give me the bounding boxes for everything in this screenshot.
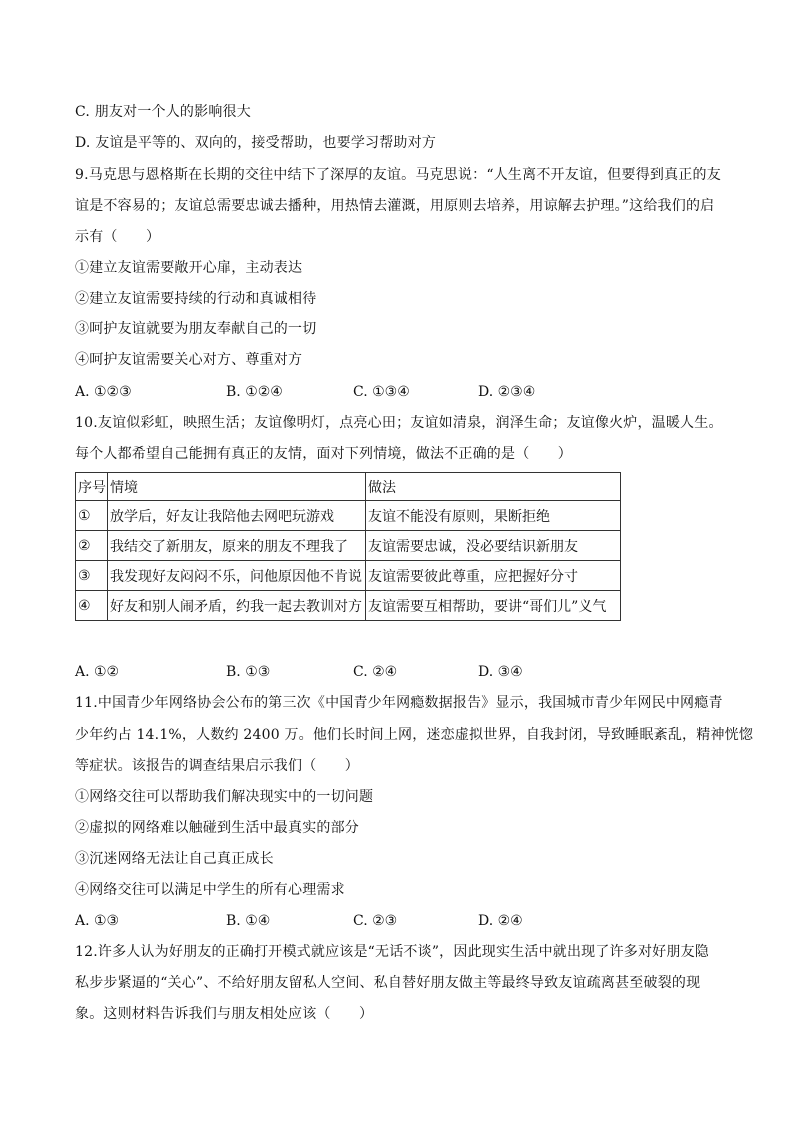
q10-option-a[interactable]: A. ①② xyxy=(75,664,120,680)
q11-statement-1: ①网络交往可以帮助我们解决现实中的一切问题 xyxy=(75,789,374,805)
row-number: ③ xyxy=(76,561,108,591)
q9-statement-1: ①建立友谊需要敞开心扉，主动表达 xyxy=(75,260,303,276)
q11-statement-4: ④网络交往可以满足中学生的所有心理需求 xyxy=(75,882,345,898)
q10-option-b[interactable]: B. ①③ xyxy=(226,664,271,680)
row-situation: 我结交了新朋友，原来的朋友不理我了 xyxy=(108,531,366,561)
q11-stem-line-3: 等症状。该报告的调查结果启示我们（ ） xyxy=(75,758,359,774)
row-situation: 我发现好友闷闷不乐，问他原因他不肯说 xyxy=(108,561,366,591)
q9-option-c[interactable]: C. ①③④ xyxy=(353,384,410,400)
row-number: ② xyxy=(76,531,108,561)
q11-stem-line-2: 少年约占 14.1%，人数约 2400 万。他们长时间上网，迷恋虚拟世界，自我封闭，导致睡眠紊乱，精神恍惚 xyxy=(75,727,754,743)
table-row xyxy=(76,501,621,531)
table-row xyxy=(76,561,621,591)
row-action: 友谊需要彼此尊重，应把握好分寸 xyxy=(366,561,621,591)
row-situation: 放学后，好友让我陪他去网吧玩游戏 xyxy=(108,501,366,531)
q10-stem-line-1: 10.友谊似彩虹，映照生活；友谊像明灯，点亮心田；友谊如清泉，润泽生命；友谊像火炉，温暖人生。 xyxy=(75,415,723,431)
row-number: ④ xyxy=(76,591,108,621)
table-row xyxy=(76,591,621,621)
q9-stem-line-2: 谊是不容易的；友谊总需要忠诚去播种，用热情去灌溉，用原则去培养，用谅解去护理。”这给我们的启 xyxy=(75,198,715,214)
q9-option-d[interactable]: D. ②③④ xyxy=(478,384,536,400)
q11-option-c[interactable]: C. ②③ xyxy=(353,913,398,929)
q9-statement-3: ③呵护友谊就要为朋友奉献自己的一切 xyxy=(75,321,317,337)
q12-stem-line-1: 12.许多人认为好朋友的正确打开模式就应该是“无话不谈”，因此现实生活中就出现了许多对好朋友隐 xyxy=(75,944,709,960)
q11-statement-3: ③沉迷网络无法让自己真正成长 xyxy=(75,851,274,867)
row-situation: 好友和别人闹矛盾，约我一起去教训对方 xyxy=(108,591,366,621)
q12-stem-line-2: 私步步紧逼的“关心”、不给好朋友留私人空间、私自替好朋友做主等最终导致友谊疏离甚至破裂的现 xyxy=(75,975,701,991)
q8-option-c: C. 朋友对一个人的影响很大 xyxy=(75,104,251,120)
q9-statement-2: ②建立友谊需要持续的行动和真诚相待 xyxy=(75,291,317,307)
column-header-number: 序号 xyxy=(76,473,108,501)
q8-option-d: D. 友谊是平等的、双向的，接受帮助，也要学习帮助对方 xyxy=(75,135,437,151)
q11-option-b[interactable]: B. ①④ xyxy=(226,913,271,929)
q12-stem-line-3: 象。这则材料告诉我们与朋友相处应该（ ） xyxy=(75,1006,374,1022)
q10-stem-line-2: 每个人都希望自己能拥有真正的友情，面对下列情境，做法不正确的是（ ） xyxy=(75,446,572,462)
q11-statement-2: ②虚拟的网络难以触碰到生活中最真实的部分 xyxy=(75,820,359,836)
q9-stem-line-1: 9.马克思与恩格斯在长期的交往中结下了深厚的友谊。马克思说：“人生离不开友谊，但要得到真正的友 xyxy=(75,167,721,183)
q9-stem-line-3: 示有（ ） xyxy=(75,229,161,245)
row-action: 友谊需要互相帮助，要讲“哥们儿”义气 xyxy=(366,591,621,621)
column-header-situation: 情境 xyxy=(108,473,366,501)
q10-options xyxy=(75,663,735,681)
table-row xyxy=(76,531,621,561)
q10-option-d[interactable]: D. ③④ xyxy=(478,664,523,680)
q11-option-d[interactable]: D. ②④ xyxy=(478,913,523,929)
column-header-action: 做法 xyxy=(366,473,621,501)
q11-options xyxy=(75,912,735,930)
q10-table xyxy=(75,472,621,621)
q10-option-c[interactable]: C. ②④ xyxy=(353,664,398,680)
row-number: ① xyxy=(76,501,108,531)
row-action: 友谊不能没有原则，果断拒绝 xyxy=(366,501,621,531)
q9-options xyxy=(75,383,735,401)
row-action: 友谊需要忠诚，没必要结识新朋友 xyxy=(366,531,621,561)
q9-statement-4: ④呵护友谊需要关心对方、尊重对方 xyxy=(75,352,303,368)
q11-stem-line-1: 11.中国青少年网络协会公布的第三次《中国青少年网瘾数据报告》显示，我国城市青少年网民中网瘾青 xyxy=(75,695,723,711)
q9-option-a[interactable]: A. ①②③ xyxy=(75,384,132,400)
table-header-row xyxy=(76,473,621,501)
q9-option-b[interactable]: B. ①②④ xyxy=(226,384,283,400)
q11-option-a[interactable]: A. ①③ xyxy=(75,913,120,929)
